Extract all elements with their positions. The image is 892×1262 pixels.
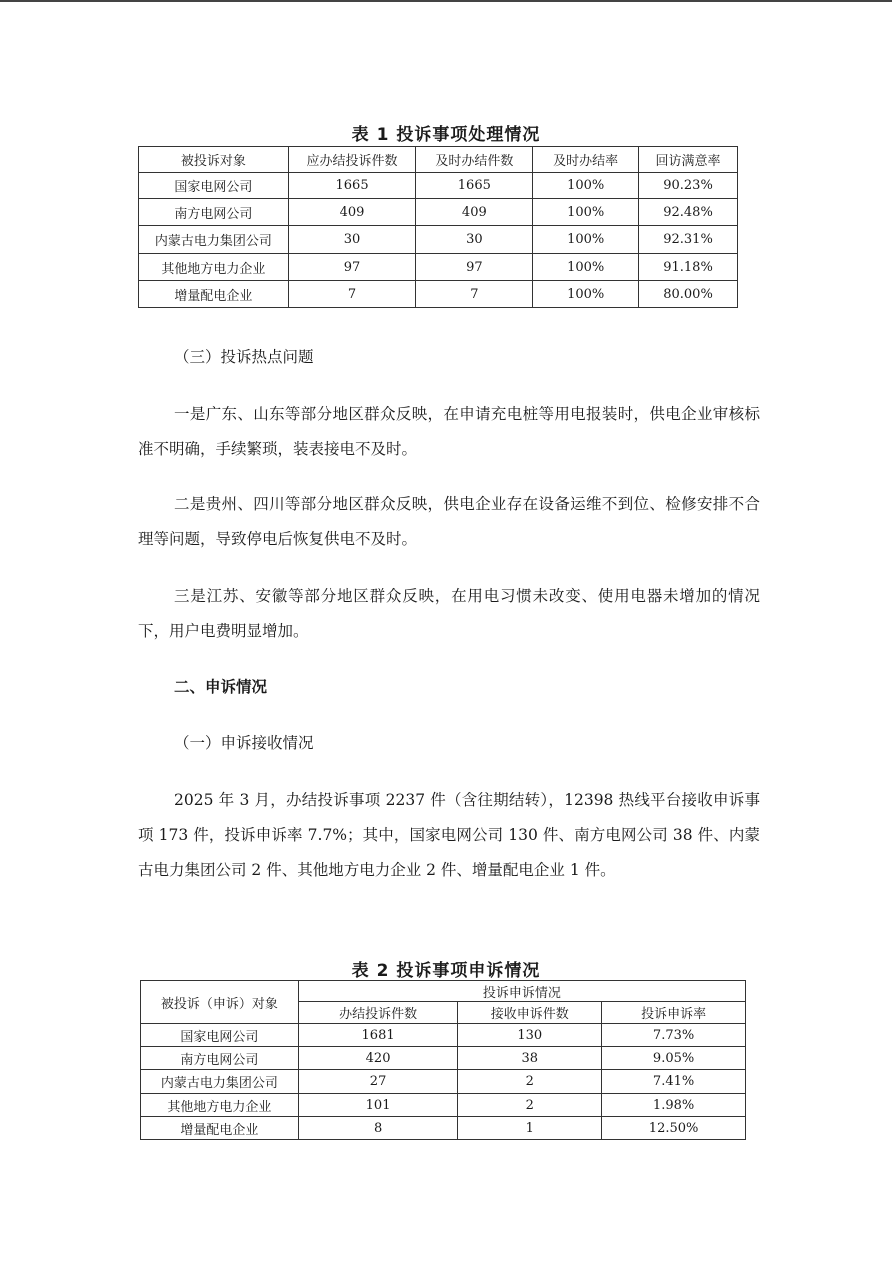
table-cell: 92.31% (639, 226, 738, 254)
table-cell: 国家电网公司 (141, 1024, 299, 1047)
table2-header-cell: 接收申诉件数 (458, 1002, 602, 1024)
table-cell: 90.23% (639, 173, 738, 199)
table-cell: 1681 (298, 1024, 458, 1047)
table-cell: 100% (533, 281, 639, 308)
table2-header-cell: 办结投诉件数 (298, 1002, 458, 1024)
hot-issue-paragraph: 二是贵州、四川等部分地区群众反映，供电企业存在设备运维不到位、检修安排不合理等问题，导致停电后恢复供电不及时。 (138, 495, 760, 548)
table-cell: 增量配电企业 (139, 281, 289, 308)
table-row (141, 1094, 746, 1117)
table1-header-cell: 应办结投诉件数 (288, 147, 416, 173)
table-cell: 内蒙古电力集团公司 (141, 1070, 299, 1094)
table-cell: 420 (298, 1047, 458, 1070)
table1-header-row (139, 147, 738, 173)
table-cell: 80.00% (639, 281, 738, 308)
table-cell: 国家电网公司 (139, 173, 289, 199)
table-cell: 91.18% (639, 254, 738, 281)
table-cell: 7 (416, 281, 533, 308)
table-cell: 97 (416, 254, 533, 281)
table-row (139, 226, 738, 254)
table-cell: 其他地方电力企业 (141, 1094, 299, 1117)
table2-header-cell: 被投诉（申诉）对象 (141, 981, 299, 1024)
table-cell: 内蒙古电力集团公司 (139, 226, 289, 254)
table-row (139, 173, 738, 199)
table-cell: 1665 (288, 173, 416, 199)
table-cell: 100% (533, 226, 639, 254)
table-cell: 409 (416, 199, 533, 226)
table-cell: 92.48% (639, 199, 738, 226)
section-heading-appeals: 二、申诉情况 (174, 678, 268, 696)
table-cell: 7 (288, 281, 416, 308)
table-cell: 1 (458, 1117, 602, 1140)
table-cell: 409 (288, 199, 416, 226)
appeal-summary-paragraph: 2025 年 3 月，办结投诉事项 2237 件（含往期结转），12398 热线平台接收申诉事项 173 件，投诉申诉率 7.7%；其中，国家电网公司 130 件、南方电网公司 38 件、内蒙古电力集团公司 2 件、其他地方电力企业 2 件、增量配电企业 1 件。 (138, 791, 760, 879)
table-cell: 7.73% (602, 1024, 746, 1047)
table-cell: 100% (533, 254, 639, 281)
table-row (139, 281, 738, 308)
table-cell: 97 (288, 254, 416, 281)
section-heading-hot-issues: （三）投诉热点问题 (174, 348, 314, 366)
table-row (139, 199, 738, 226)
table1-header-cell: 回访满意率 (639, 147, 738, 173)
table-row (139, 254, 738, 281)
table1-header-cell: 及时办结率 (533, 147, 639, 173)
table2-header-group: 投诉申诉情况 (298, 981, 745, 1002)
table-cell: 30 (288, 226, 416, 254)
table-cell: 1665 (416, 173, 533, 199)
table-row (141, 1117, 746, 1140)
table2-header-row (141, 981, 746, 1002)
subsection-heading-appeal-receipt: （一）申诉接收情况 (174, 734, 314, 752)
table-cell: 2 (458, 1094, 602, 1117)
table-cell: 南方电网公司 (139, 199, 289, 226)
table-cell: 12.50% (602, 1117, 746, 1140)
table-cell: 30 (416, 226, 533, 254)
table2-caption: 表 2 投诉事项申诉情况 (351, 961, 541, 981)
table1-caption: 表 1 投诉事项处理情况 (351, 125, 541, 145)
table-cell: 27 (298, 1070, 458, 1094)
table-row (141, 1070, 746, 1094)
table1-header-cell: 及时办结件数 (416, 147, 533, 173)
table-row (141, 1024, 746, 1047)
table-cell: 100% (533, 173, 639, 199)
table-cell: 9.05% (602, 1047, 746, 1070)
table-cell: 1.98% (602, 1094, 746, 1117)
table-row (141, 1047, 746, 1070)
table-cell: 2 (458, 1070, 602, 1094)
table2-header-cell: 投诉申诉率 (602, 1002, 746, 1024)
table-cell: 增量配电企业 (141, 1117, 299, 1140)
hot-issue-paragraph: 三是江苏、安徽等部分地区群众反映，在用电习惯未改变、使用电器未增加的情况下，用户电费明显增加。 (138, 587, 760, 640)
page-top-border (0, 0, 892, 2)
table1-header-cell: 被投诉对象 (139, 147, 289, 173)
table-cell: 8 (298, 1117, 458, 1140)
table-cell: 南方电网公司 (141, 1047, 299, 1070)
table-cell: 101 (298, 1094, 458, 1117)
table-cell: 100% (533, 199, 639, 226)
table-cell: 其他地方电力企业 (139, 254, 289, 281)
hot-issue-paragraph: 一是广东、山东等部分地区群众反映，在申请充电桩等用电报装时，供电企业审核标准不明确，手续繁琐，装表接电不及时。 (138, 405, 760, 458)
table2 (140, 980, 746, 1140)
table-cell: 130 (458, 1024, 602, 1047)
table1 (138, 146, 738, 308)
table-cell: 38 (458, 1047, 602, 1070)
table-cell: 7.41% (602, 1070, 746, 1094)
